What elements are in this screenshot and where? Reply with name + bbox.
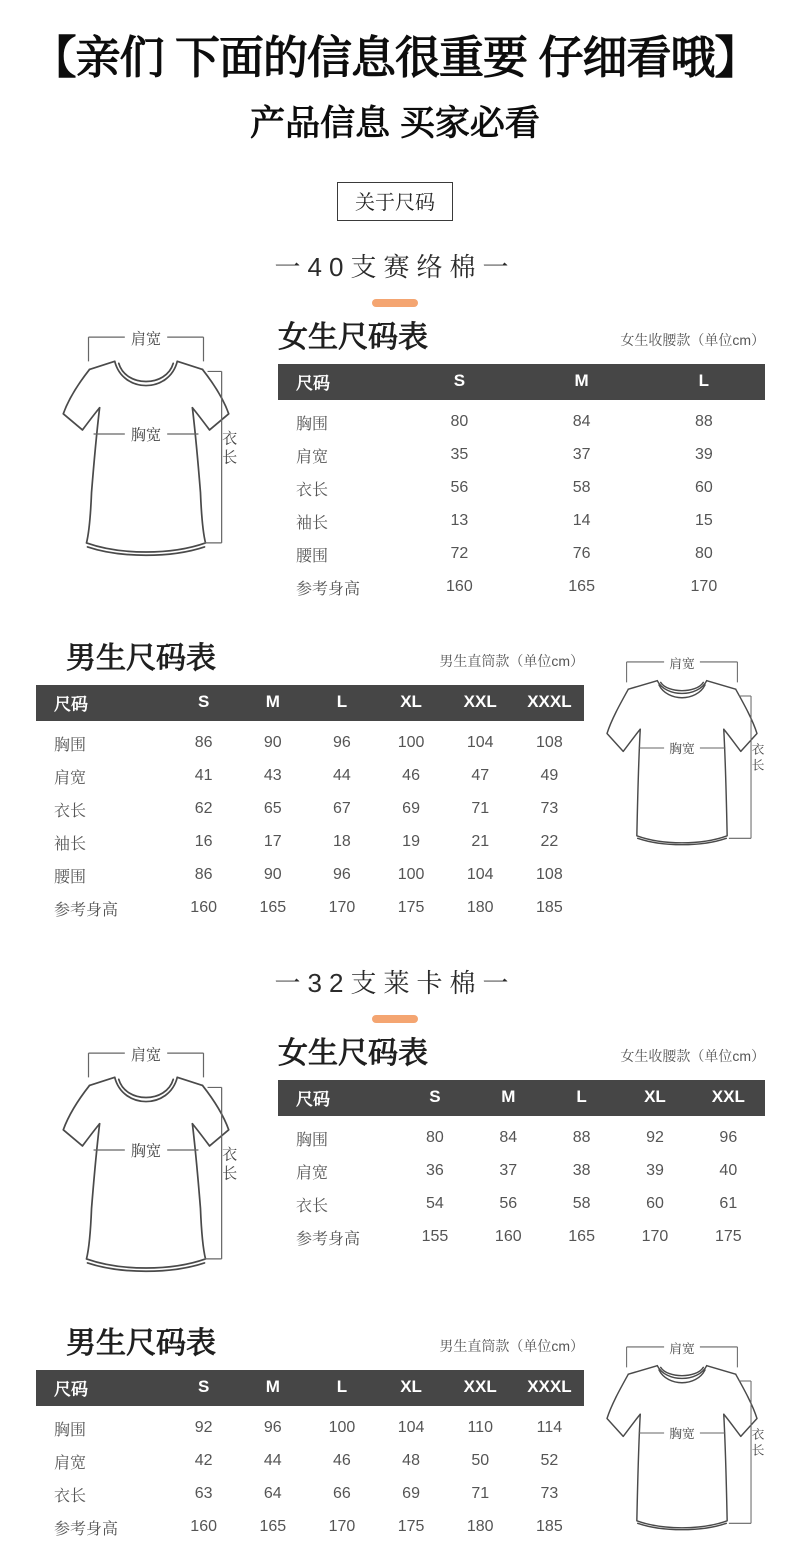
measure-value: 86 bbox=[194, 734, 213, 752]
about-size-badge: 关于尺码 bbox=[337, 182, 453, 221]
measure-value: 22 bbox=[540, 833, 559, 851]
women-size-table bbox=[278, 364, 765, 604]
measure-value: 18 bbox=[333, 833, 351, 851]
measure-value: 71 bbox=[471, 800, 490, 818]
page-title: 【亲们 下面的信息很重要 仔细看哦】 bbox=[31, 32, 759, 83]
measure-value: 165 bbox=[259, 899, 287, 917]
measure-value: 73 bbox=[540, 1485, 559, 1503]
measure-value: 54 bbox=[426, 1195, 444, 1213]
measure-label: 袖长 bbox=[296, 514, 329, 532]
men-shirt-diagram bbox=[584, 650, 780, 863]
measure-value: 69 bbox=[402, 800, 420, 818]
measure-value: 13 bbox=[450, 512, 469, 530]
size-column-header: M bbox=[521, 364, 643, 400]
measure-value: 37 bbox=[572, 446, 591, 464]
measure-label: 衣长 bbox=[54, 1487, 87, 1505]
page-subtitle: 产品信息 买家必看 bbox=[250, 103, 540, 143]
product-info-page bbox=[0, 32, 790, 1538]
measure-value: 60 bbox=[646, 1195, 664, 1213]
measure-value: 52 bbox=[540, 1452, 559, 1470]
measure-value: 96 bbox=[333, 734, 351, 752]
measure-label: 衣长 bbox=[296, 1197, 329, 1215]
measure-value: 39 bbox=[646, 1162, 664, 1180]
measure-value: 17 bbox=[263, 833, 282, 851]
men-table-block bbox=[36, 1327, 584, 1544]
measure-value: 67 bbox=[333, 800, 351, 818]
measure-value: 56 bbox=[499, 1195, 518, 1213]
table-row bbox=[278, 400, 765, 439]
measure-label: 参考身高 bbox=[54, 901, 119, 919]
measure-value: 64 bbox=[263, 1485, 282, 1503]
table-row bbox=[278, 472, 765, 505]
measure-label: 胸围 bbox=[296, 415, 329, 433]
measure-value: 60 bbox=[694, 479, 713, 497]
measure-value: 58 bbox=[572, 479, 591, 497]
size-column-header: L bbox=[307, 1370, 376, 1406]
measure-value: 170 bbox=[328, 1518, 356, 1536]
measure-value: 160 bbox=[190, 1518, 217, 1536]
measure-label: 肩宽 bbox=[54, 769, 87, 787]
women-table-note: 女生收腰款（单位cm） bbox=[620, 1047, 765, 1064]
measure-label: 腰围 bbox=[296, 547, 329, 565]
measure-value: 44 bbox=[333, 767, 351, 785]
measure-value: 170 bbox=[690, 578, 718, 596]
table-row bbox=[278, 1221, 765, 1254]
measure-value: 90 bbox=[263, 866, 282, 884]
women-row bbox=[0, 313, 790, 604]
measure-label: 肩宽 bbox=[296, 1164, 329, 1182]
men-row bbox=[0, 618, 790, 925]
measure-value: 160 bbox=[494, 1228, 522, 1246]
measure-label: 肩宽 bbox=[296, 448, 329, 466]
measure-value: 56 bbox=[450, 479, 469, 497]
measure-value: 50 bbox=[471, 1452, 490, 1470]
table-row bbox=[36, 1511, 584, 1544]
table-row bbox=[36, 721, 584, 760]
table-row bbox=[278, 1116, 765, 1155]
women-row bbox=[0, 1029, 790, 1289]
section-40-siro-cotton bbox=[0, 247, 790, 925]
measure-value: 61 bbox=[719, 1195, 738, 1213]
measure-value: 44 bbox=[263, 1452, 282, 1470]
men-row bbox=[0, 1303, 790, 1548]
men-table-note: 男生直筒款（单位cm） bbox=[439, 1337, 584, 1354]
measure-value: 155 bbox=[421, 1228, 449, 1246]
size-header-label: 尺码 bbox=[36, 685, 169, 721]
table-row bbox=[278, 538, 765, 571]
table-row bbox=[36, 793, 584, 826]
measure-label: 参考身高 bbox=[296, 580, 361, 598]
size-column-header: S bbox=[398, 1080, 471, 1116]
measure-label: 胸围 bbox=[54, 736, 87, 754]
section-heading: 一32支莱卡棉一 bbox=[274, 967, 516, 998]
measure-value: 96 bbox=[719, 1129, 738, 1147]
women-table-note: 女生收腰款（单位cm） bbox=[620, 331, 765, 348]
measure-label: 胸围 bbox=[296, 1131, 329, 1149]
women-shirt-diagram bbox=[30, 1037, 262, 1289]
measure-value: 92 bbox=[646, 1129, 664, 1147]
measure-value: 19 bbox=[402, 833, 420, 851]
men-size-table bbox=[36, 1370, 584, 1544]
measure-value: 180 bbox=[466, 899, 494, 917]
accent-divider bbox=[372, 1015, 418, 1023]
measure-value: 104 bbox=[466, 734, 494, 752]
measure-value: 76 bbox=[572, 545, 591, 563]
measure-value: 35 bbox=[450, 446, 469, 464]
measure-value: 90 bbox=[263, 734, 282, 752]
size-column-header: XXL bbox=[692, 1080, 765, 1116]
measure-label: 参考身高 bbox=[54, 1520, 119, 1538]
size-column-header: L bbox=[545, 1080, 618, 1116]
table-row bbox=[36, 826, 584, 859]
measure-value: 80 bbox=[694, 545, 713, 563]
measure-value: 47 bbox=[471, 767, 490, 785]
size-column-header: M bbox=[472, 1080, 545, 1116]
measure-value: 160 bbox=[446, 578, 473, 596]
measure-value: 86 bbox=[194, 866, 213, 884]
measure-value: 69 bbox=[402, 1485, 420, 1503]
measure-value: 65 bbox=[263, 800, 282, 818]
measure-value: 84 bbox=[499, 1129, 518, 1147]
measure-value: 100 bbox=[397, 734, 425, 752]
table-row bbox=[278, 505, 765, 538]
women-shirt-diagram bbox=[30, 321, 262, 573]
measure-label: 衣长 bbox=[296, 481, 329, 499]
men-table-block bbox=[36, 642, 584, 925]
measure-value: 108 bbox=[536, 734, 563, 752]
size-column-header: M bbox=[238, 685, 307, 721]
women-table-title: 女生尺码表 bbox=[278, 320, 428, 354]
women-table-block bbox=[278, 321, 765, 604]
size-column-header: XXL bbox=[446, 1370, 515, 1406]
measure-label: 参考身高 bbox=[296, 1230, 361, 1248]
size-column-header: XL bbox=[377, 685, 446, 721]
measure-value: 104 bbox=[466, 866, 494, 884]
measure-value: 160 bbox=[190, 899, 217, 917]
measure-value: 165 bbox=[259, 1518, 287, 1536]
measure-value: 41 bbox=[194, 767, 213, 785]
measure-value: 39 bbox=[694, 446, 713, 464]
measure-value: 80 bbox=[450, 413, 469, 431]
section-32-lycra-cotton bbox=[0, 963, 790, 1548]
measure-value: 46 bbox=[333, 1452, 351, 1470]
measure-value: 72 bbox=[450, 545, 469, 563]
men-shirt-diagram bbox=[584, 1335, 780, 1548]
table-row bbox=[36, 1478, 584, 1511]
size-column-header: XXL bbox=[446, 685, 515, 721]
measure-value: 62 bbox=[194, 800, 213, 818]
measure-value: 100 bbox=[328, 1419, 356, 1437]
size-column-header: S bbox=[169, 685, 238, 721]
men-size-table bbox=[36, 685, 584, 925]
measure-value: 175 bbox=[714, 1228, 742, 1246]
size-column-header: XXXL bbox=[515, 1370, 584, 1406]
measure-value: 180 bbox=[466, 1518, 494, 1536]
measure-value: 185 bbox=[536, 899, 563, 917]
measure-value: 175 bbox=[397, 1518, 425, 1536]
size-column-header: L bbox=[643, 364, 765, 400]
measure-value: 92 bbox=[194, 1419, 213, 1437]
size-column-header: S bbox=[398, 364, 520, 400]
measure-value: 185 bbox=[536, 1518, 563, 1536]
measure-value: 88 bbox=[572, 1129, 591, 1147]
accent-divider bbox=[372, 299, 418, 307]
table-row bbox=[278, 571, 765, 604]
measure-value: 170 bbox=[641, 1228, 669, 1246]
measure-value: 73 bbox=[540, 800, 559, 818]
table-row bbox=[36, 1445, 584, 1478]
table-row bbox=[278, 1155, 765, 1188]
measure-value: 42 bbox=[194, 1452, 213, 1470]
men-table-title: 男生尺码表 bbox=[66, 1326, 216, 1360]
measure-value: 63 bbox=[194, 1485, 213, 1503]
measure-value: 100 bbox=[397, 866, 425, 884]
size-column-header: M bbox=[238, 1370, 307, 1406]
size-column-header: S bbox=[169, 1370, 238, 1406]
women-size-table bbox=[278, 1080, 765, 1254]
women-table-title: 女生尺码表 bbox=[278, 1036, 428, 1070]
measure-value: 170 bbox=[328, 899, 356, 917]
size-column-header: XL bbox=[377, 1370, 446, 1406]
section-heading: 一40支赛络棉一 bbox=[274, 251, 516, 282]
men-table-note: 男生直筒款（单位cm） bbox=[439, 652, 584, 669]
measure-value: 21 bbox=[471, 833, 490, 851]
size-column-header: L bbox=[307, 685, 376, 721]
table-row bbox=[36, 760, 584, 793]
table-row bbox=[36, 859, 584, 892]
men-table-title: 男生尺码表 bbox=[66, 641, 216, 675]
measure-value: 49 bbox=[540, 767, 559, 785]
size-badge-wrap bbox=[0, 182, 790, 221]
measure-value: 66 bbox=[333, 1485, 351, 1503]
measure-value: 108 bbox=[536, 866, 563, 884]
size-header-label: 尺码 bbox=[278, 364, 398, 400]
table-row bbox=[278, 439, 765, 472]
table-row bbox=[36, 892, 584, 925]
women-table-block bbox=[278, 1037, 765, 1254]
measure-label: 胸围 bbox=[54, 1421, 87, 1439]
table-row bbox=[278, 1188, 765, 1221]
measure-value: 114 bbox=[536, 1419, 563, 1437]
size-column-header: XL bbox=[618, 1080, 691, 1116]
measure-value: 96 bbox=[263, 1419, 282, 1437]
measure-label: 袖长 bbox=[54, 835, 87, 853]
measure-value: 175 bbox=[397, 899, 425, 917]
measure-value: 16 bbox=[194, 833, 213, 851]
measure-value: 104 bbox=[397, 1419, 425, 1437]
measure-value: 110 bbox=[467, 1419, 493, 1437]
measure-value: 14 bbox=[572, 512, 591, 530]
size-header-label: 尺码 bbox=[36, 1370, 169, 1406]
size-column-header: XXXL bbox=[515, 685, 584, 721]
measure-value: 38 bbox=[572, 1162, 591, 1180]
measure-value: 165 bbox=[568, 1228, 595, 1246]
measure-value: 36 bbox=[426, 1162, 444, 1180]
measure-value: 165 bbox=[568, 578, 595, 596]
measure-label: 腰围 bbox=[54, 868, 87, 886]
measure-label: 衣长 bbox=[54, 802, 87, 820]
table-row bbox=[36, 1406, 584, 1445]
measure-value: 88 bbox=[694, 413, 713, 431]
measure-value: 46 bbox=[402, 767, 420, 785]
measure-value: 58 bbox=[572, 1195, 591, 1213]
measure-value: 84 bbox=[572, 413, 591, 431]
measure-value: 71 bbox=[471, 1485, 490, 1503]
measure-value: 40 bbox=[719, 1162, 738, 1180]
measure-value: 80 bbox=[426, 1129, 444, 1147]
measure-value: 43 bbox=[263, 767, 282, 785]
size-header-label: 尺码 bbox=[278, 1080, 398, 1116]
measure-value: 15 bbox=[694, 512, 713, 530]
measure-label: 肩宽 bbox=[54, 1454, 87, 1472]
measure-value: 96 bbox=[333, 866, 351, 884]
measure-value: 48 bbox=[402, 1452, 420, 1470]
measure-value: 37 bbox=[499, 1162, 518, 1180]
